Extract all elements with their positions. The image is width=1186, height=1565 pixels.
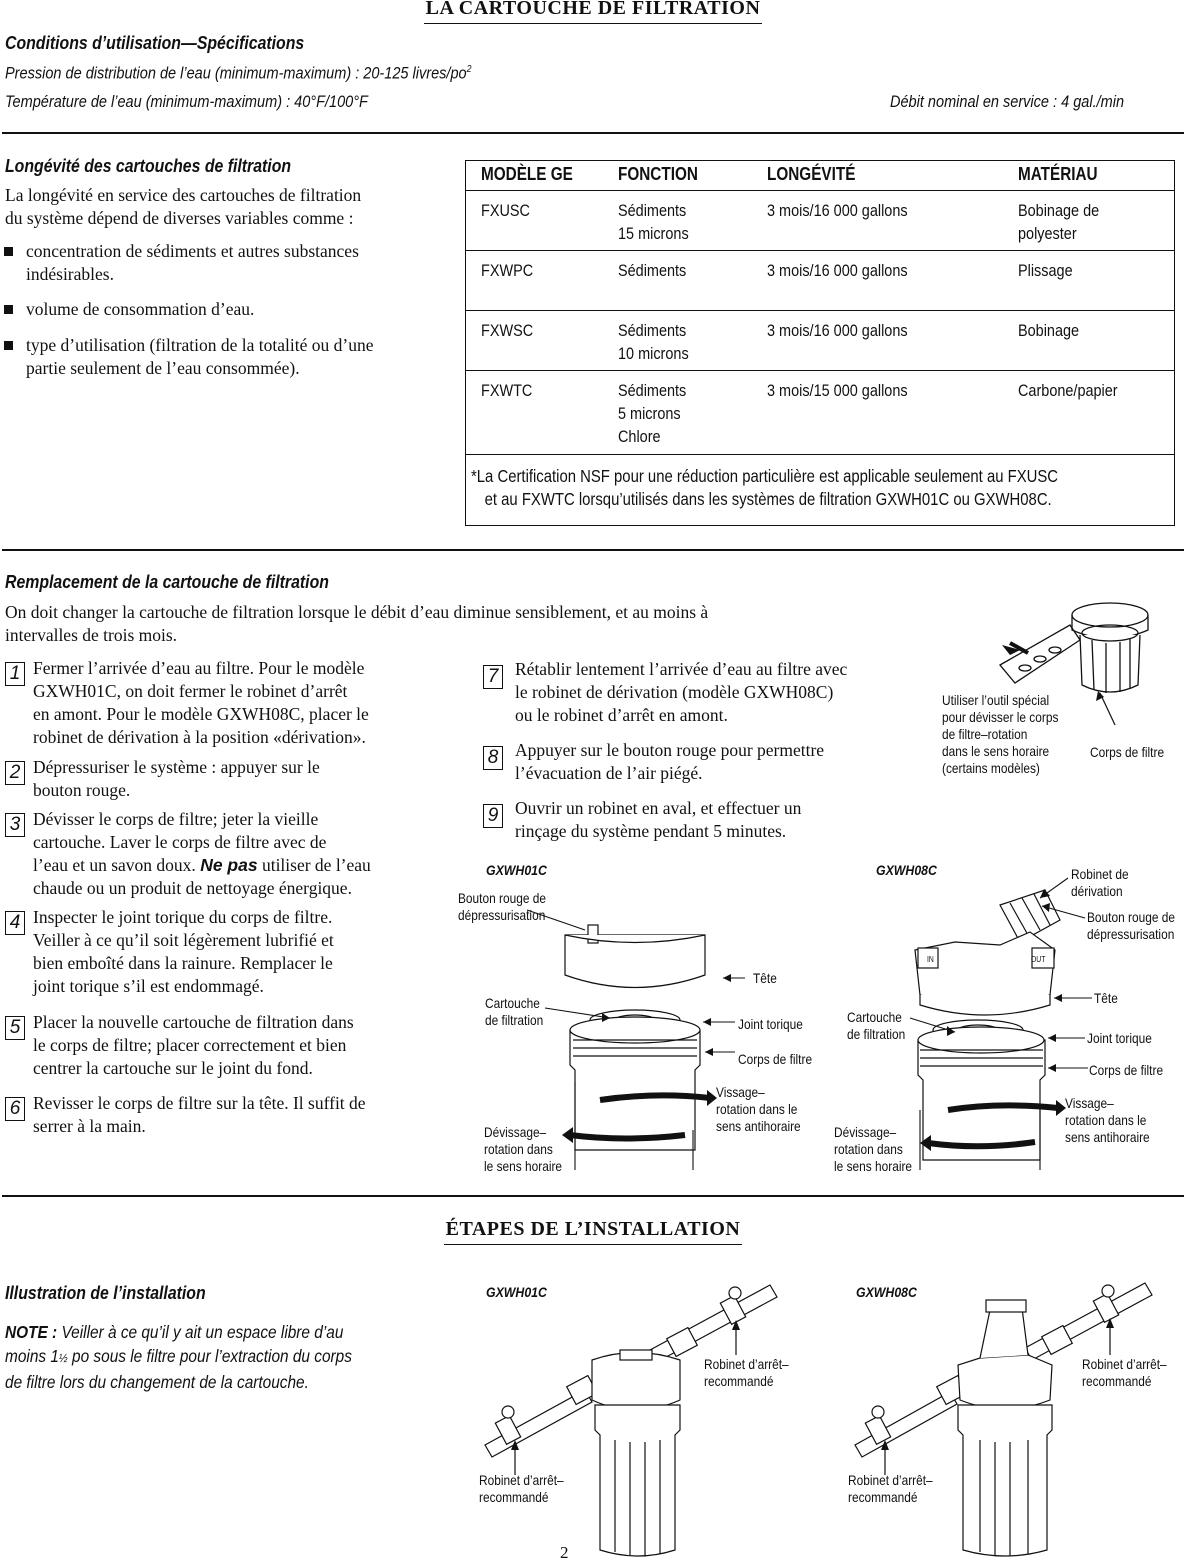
step-number: 6 [5,1097,25,1121]
label-cartridge: Cartouche de filtration [847,1009,906,1042]
cell-function: Sédiments 15 microns [618,201,689,243]
step-number: 2 [5,761,25,785]
divider [2,549,1184,551]
label-in-port: IN [927,955,934,964]
table-header-row [466,161,1174,191]
step-1: 1 Fermer l’arrivée d’eau au filtre. Pour le modèle GXWH01C, on doit fermer le robinet d’arrêt en amont. Pour le modèle GXWH08C, placer le robinet de dérivation à la position «dérivation». [5,657,460,752]
page-number: 2 [560,1543,569,1562]
label-bypass-valve: Robinet de dérivation [1071,866,1129,899]
installation-heading: Illustration de l’installation [5,1283,206,1303]
longevity-bullets [0,240,460,384]
column-header-model: MODÈLE GE [481,164,573,184]
label-shutoff-valve-upper: Robinet d’arrêt– recommandé [704,1356,789,1389]
list-item: volume de consommation d’eau. [0,298,460,334]
table-row [466,311,1174,371]
cell-material: Bobinage [1018,321,1080,340]
divider [2,132,1184,134]
label-loosen: Dévissage– rotation dans le sens horaire [484,1124,563,1174]
list-item: concentration de sédiments et autres substances indésirables. [0,240,460,298]
label-head: Tête [753,970,777,986]
label-oring: Joint torique [738,1016,803,1032]
label-tighten: Vissage– rotation dans le sens antihoraire [1065,1095,1150,1145]
step-number: 5 [5,1016,25,1040]
longevity-intro: La longévité en service des cartouches de filtration du système dépend de diverses variables comme : [5,185,362,228]
table-row [466,371,1174,455]
step-number: 3 [5,813,25,837]
label-loosen: Dévissage– rotation dans le sens horaire [834,1124,913,1174]
cell-longevity: 3 mois/16 000 gallons [767,261,908,280]
install-model-gxwh08c: GXWH08C [856,1284,917,1300]
installation-illustration-gxwh08c [840,1280,1180,1565]
section-title-cartridge: LA CARTOUCHE DE FILTRATION [0,0,1186,24]
table-row [466,251,1174,311]
step-number: 8 [483,746,503,770]
label-body: Corps de filtre [1089,1062,1164,1078]
longevity-heading: Longévité des cartouches de filtration [5,156,292,176]
step-number: 1 [5,662,25,686]
label-red-button: Bouton rouge de dépressurisation [458,890,547,923]
label-shutoff-valve-lower: Robinet d’arrêt– recommandé [479,1472,564,1505]
divider [2,1195,1184,1197]
label-tighten: Vissage– rotation dans le sens antihoraire [716,1084,801,1134]
label-oring: Joint torique [1087,1030,1152,1046]
cell-model: FXUSC [481,201,530,220]
installation-illustration-gxwh01c [470,1280,810,1565]
section-title-installation: ÉTAPES DE L’INSTALLATION [0,1218,1186,1245]
table-note: *La Certification NSF pour une réduction particulière est applicable seulement au FXUSC et au FXWTC lorsqu’utilisés dans les systèmes de filtration GXWH01C ou GXWH08C. [471,466,1059,509]
cell-longevity: 3 mois/15 000 gallons [767,381,908,400]
column-header-function: FONCTION [618,164,698,184]
label-body: Corps de filtre [738,1051,813,1067]
replacement-heading: Remplacement de la cartouche de filtration [5,572,329,592]
step-number: 4 [5,911,25,935]
cell-material: Carbone/papier [1018,381,1118,400]
column-header-material: MATÉRIAU [1018,164,1098,184]
cell-function: Sédiments 10 microns [618,321,689,363]
pressure-spec: Pression de distribution de l’eau (minimum-maximum) : 20-125 livres/$po^2$ [5,64,472,83]
label-shutoff-valve-lower: Robinet d’arrêt– recommandé [848,1472,933,1505]
label-shutoff-valve-upper: Robinet d’arrêt– recommandé [1082,1356,1167,1389]
cell-longevity: 3 mois/16 000 gallons [767,201,908,220]
flow-rate-spec: Débit nominal en service : 4 gal./min [890,93,1125,111]
diagram-model-gxwh08c: GXWH08C [876,862,937,878]
spec-table [465,160,1175,526]
column-header-longevity: LONGÉVITÉ [767,164,856,184]
installation-note: NOTE : Veiller à ce qu’il y ait un espace libre d’au moins 1½ po sous le filtre pour l’extraction du corps de filtre lors du changement de la cartouche. [5,1322,352,1392]
tool-body-label: Corps de filtre [1090,744,1165,760]
diagram-model-gxwh01c: GXWH01C [486,862,547,878]
cell-function: Sédiments [618,261,687,280]
cell-model: FXWSC [481,321,534,340]
label-head: Tête [1094,990,1118,1006]
temperature-spec: Température de l’eau (minimum-maximum) : 40°F/100°F [5,93,368,111]
tool-caption: Utiliser l’outil spécial pour dévisser le corps de filtre–rotation dans le sens horaire (certains modèles) [942,692,1059,776]
cell-longevity: 3 mois/16 000 gallons [767,321,908,340]
cell-function: Sédiments 5 microns Chlore [618,381,687,446]
cell-model: FXWTC [481,381,533,400]
step-number: 9 [483,804,503,828]
conditions-heading: Conditions d’utilisation—Spécifications [5,33,305,53]
cell-material: Bobinage de polyester [1018,201,1100,243]
table-row [466,191,1174,251]
label-red-button: Bouton rouge de dépressurisation [1087,909,1176,942]
label-cartridge: Cartouche de filtration [485,995,544,1028]
install-model-gxwh01c: GXWH01C [486,1284,547,1300]
step-number: 7 [483,665,503,689]
cell-material: Plissage [1018,261,1073,280]
replacement-intro: On doit changer la cartouche de filtration lorsque le débit d’eau diminue sensiblement, et au moins à intervalles de trois mois. [5,602,709,645]
cell-model: FXWPC [481,261,534,280]
label-out-port: OUT [1031,955,1046,964]
list-item: type d’utilisation (filtration de la totalité ou d’une partie seulement de l’eau consommée). [0,334,460,384]
